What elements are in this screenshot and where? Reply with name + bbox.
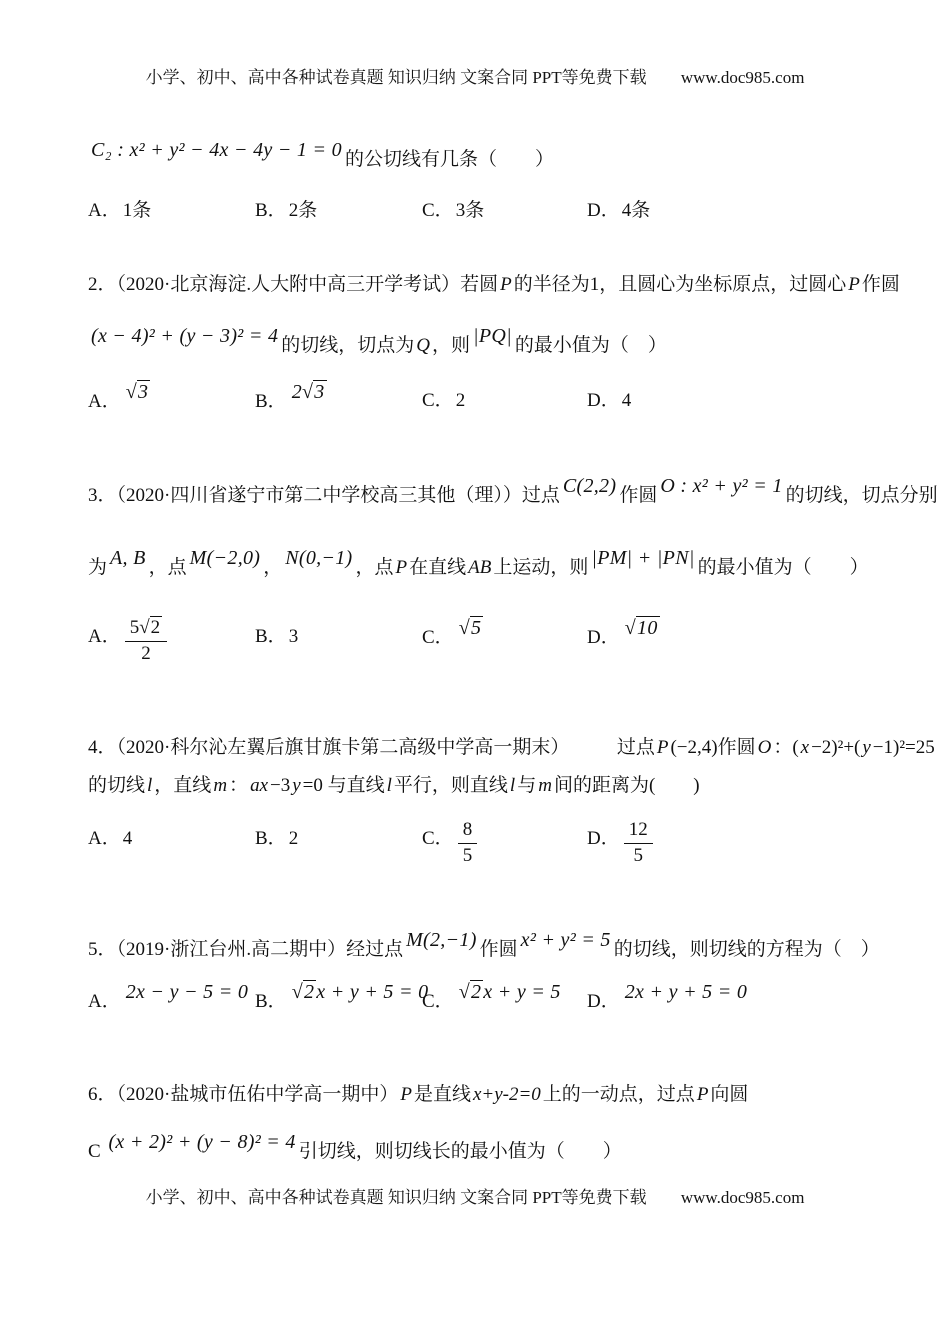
option-label: A． bbox=[88, 200, 121, 221]
option-cell bbox=[587, 818, 655, 867]
text-run: ， bbox=[263, 557, 283, 578]
text-run: 3 bbox=[288, 626, 299, 647]
text-run: 上的一动点，过点 bbox=[542, 1084, 695, 1105]
problem-line bbox=[88, 138, 898, 180]
math-run: x bbox=[800, 737, 810, 758]
sqrt-radicand: 10 bbox=[637, 617, 658, 639]
text-run: 的切线 bbox=[88, 775, 146, 796]
option-cell bbox=[587, 190, 650, 232]
option-cell bbox=[422, 980, 587, 1023]
text-run: 的最小值为（ ） bbox=[697, 557, 869, 578]
text-run: 平行，则直线 bbox=[393, 775, 508, 796]
math-fraction bbox=[624, 819, 653, 867]
math-run: M(−2,0) bbox=[189, 547, 261, 569]
option-cell bbox=[422, 818, 587, 867]
text-run: 6．（2020·盐城市伍佑中学高一期中） bbox=[88, 1084, 399, 1105]
options-row bbox=[88, 818, 655, 867]
option-label: B． bbox=[255, 626, 287, 647]
math-fraction bbox=[458, 819, 478, 867]
page-footer bbox=[0, 1186, 950, 1210]
math-run: P bbox=[500, 274, 512, 295]
option-cell bbox=[255, 980, 429, 1023]
option-cell bbox=[422, 616, 587, 665]
option-label: B． bbox=[255, 991, 287, 1012]
problem-line bbox=[88, 264, 898, 306]
option-label: C． bbox=[422, 200, 454, 221]
text-run: ： bbox=[229, 775, 249, 796]
option-cell bbox=[422, 380, 587, 423]
math-run: A, B bbox=[110, 547, 146, 569]
sqrt-expression: √2 bbox=[291, 981, 315, 1003]
page-header bbox=[0, 66, 950, 90]
option-label: D． bbox=[587, 390, 620, 411]
text-run: ，点 bbox=[355, 557, 394, 578]
math-run: O bbox=[757, 737, 772, 758]
sqrt-radicand: 2 bbox=[470, 981, 482, 1003]
fraction-denominator: 5 bbox=[462, 845, 473, 866]
text-run: 是直线 bbox=[413, 1084, 471, 1105]
math-run: y bbox=[862, 737, 871, 758]
math-run: O : x² + y² = 1 bbox=[660, 475, 783, 497]
text-run: 4 bbox=[122, 828, 133, 849]
text-run: ，点 bbox=[148, 557, 187, 578]
math-run: P bbox=[848, 274, 860, 295]
math-run bbox=[456, 617, 487, 639]
math-run: √2 x + y + 5 = 0 bbox=[291, 981, 429, 1003]
text-run: 2 bbox=[288, 828, 299, 849]
math-run: m bbox=[538, 775, 552, 796]
option-cell bbox=[422, 190, 587, 232]
sqrt-expression: √2 bbox=[139, 617, 161, 639]
sqrt-expression: √2 bbox=[458, 981, 482, 1003]
sqrt-expression: √5 bbox=[458, 617, 482, 639]
math-run: l bbox=[147, 775, 153, 796]
option-label: C． bbox=[422, 828, 454, 849]
problem-line bbox=[88, 1074, 898, 1116]
text-run: 2 bbox=[455, 390, 466, 411]
option-label: D． bbox=[587, 627, 620, 648]
option-cell bbox=[88, 818, 255, 867]
options-row bbox=[88, 380, 631, 423]
option-label: D． bbox=[587, 828, 620, 849]
footer-text: 小学、初中、高中各种试卷真题 知识归纳 文案合同 PPT等免费下载 bbox=[145, 1188, 647, 1207]
text-run: −1)²=25 bbox=[872, 737, 935, 758]
text-run: 3条 bbox=[455, 200, 485, 221]
math-run: y bbox=[292, 775, 301, 796]
option-label: D． bbox=[587, 200, 620, 221]
sqrt-expression: √10 bbox=[624, 617, 658, 639]
options-row bbox=[88, 616, 663, 665]
math-run bbox=[123, 381, 154, 403]
text-run: 4条 bbox=[621, 200, 651, 221]
sqrt-radicand: 5 bbox=[470, 617, 482, 639]
text-run: ，直线 bbox=[154, 775, 212, 796]
header-text: 小学、初中、高中各种试卷真题 知识归纳 文案合同 PPT等免费下载 bbox=[145, 68, 647, 87]
sqrt-expression: √3 bbox=[302, 381, 325, 403]
option-label: D． bbox=[587, 991, 620, 1012]
math-run: (x + 2)² + (y − 8)² = 4 bbox=[108, 1131, 296, 1153]
option-cell bbox=[587, 980, 750, 1023]
problem-line bbox=[88, 546, 898, 588]
text-run: −2)²+( bbox=[811, 737, 861, 758]
math-run: m bbox=[213, 775, 228, 796]
header-url: www.doc985.com bbox=[680, 68, 805, 87]
sqrt-radicand: 3 bbox=[138, 381, 149, 403]
sqrt-radicand: 2 bbox=[150, 617, 161, 639]
text-run: 2条 bbox=[288, 200, 318, 221]
text-run: C bbox=[88, 1141, 106, 1162]
option-label: A． bbox=[88, 391, 121, 412]
problem-line bbox=[88, 1130, 898, 1172]
math-run: 2x + y + 5 = 0 bbox=[624, 981, 748, 1003]
fraction-numerator: 12 bbox=[624, 819, 653, 844]
text-run: 与 bbox=[517, 775, 537, 796]
text-run: 的切线，切点为 bbox=[281, 335, 415, 356]
text-run: 在直线 bbox=[409, 557, 467, 578]
text-run: 1条 bbox=[122, 200, 152, 221]
math-run: C(2,2) bbox=[562, 475, 617, 497]
option-cell bbox=[587, 616, 663, 665]
math-run: √2 x + y = 5 bbox=[458, 981, 561, 1003]
option-label: A． bbox=[88, 828, 121, 849]
problem-line bbox=[88, 765, 898, 807]
text-run: =0 与直线 bbox=[302, 775, 385, 796]
math-run: P bbox=[656, 737, 669, 758]
option-cell bbox=[587, 380, 631, 423]
math-run: 2x − y − 5 = 0 bbox=[125, 981, 249, 1003]
text-run: 作圆 bbox=[861, 274, 900, 295]
footer-url: www.doc985.com bbox=[680, 1188, 805, 1207]
problem-line bbox=[88, 928, 898, 970]
text-run: 2．（2020·北京海淀.人大附中高三开学考试）若圆 bbox=[88, 274, 499, 295]
math-fraction bbox=[125, 617, 167, 665]
option-label: A． bbox=[88, 626, 121, 647]
fraction-denominator: 5 bbox=[633, 845, 643, 866]
option-label: C． bbox=[422, 390, 454, 411]
text-run: 4 bbox=[621, 390, 632, 411]
text-run: 上运动，则 bbox=[493, 557, 589, 578]
math-run: |PM| + |PN| bbox=[591, 547, 695, 569]
options-row bbox=[88, 190, 650, 232]
text-run: 的公切线有几条（ ） bbox=[344, 149, 554, 170]
option-cell bbox=[88, 980, 255, 1023]
math-run: ax bbox=[250, 775, 268, 796]
option-label: A． bbox=[88, 991, 121, 1012]
math-run: x² + y² = 5 bbox=[520, 929, 611, 951]
problem-line bbox=[88, 324, 898, 366]
option-cell bbox=[88, 616, 255, 665]
option-cell bbox=[88, 380, 255, 423]
math-run: M(2,−1) bbox=[406, 929, 477, 951]
math-run: AB bbox=[468, 557, 492, 578]
option-cell bbox=[255, 818, 422, 867]
sqrt-radicand: 3 bbox=[314, 381, 325, 403]
option-label: C． bbox=[422, 627, 454, 648]
option-label: C． bbox=[422, 991, 454, 1012]
text-run: ：( bbox=[773, 737, 799, 758]
option-cell bbox=[255, 190, 422, 232]
problem-line bbox=[88, 474, 938, 516]
math-run: N(0,−1) bbox=[285, 547, 353, 569]
option-label: B． bbox=[255, 828, 287, 849]
math-run: C₂ : x² + y² − 4x − 4y − 1 = 0 bbox=[91, 139, 342, 161]
text-run: 4．（2020·科尔沁左翼后旗甘旗卡第二高级中学高一期末） 过点 bbox=[88, 737, 655, 758]
fraction-numerator: 8 bbox=[458, 819, 478, 844]
text-run: 的半径为1，且圆心为坐标原点，过圆心 bbox=[513, 274, 847, 295]
option-cell bbox=[255, 380, 422, 423]
text-run: 向圆 bbox=[710, 1084, 749, 1105]
fraction-numerator: 5√2 bbox=[125, 617, 167, 642]
text-run: 5．（2019·浙江台州.高二期中）经过点 bbox=[88, 939, 404, 960]
text-run: 为 bbox=[88, 557, 108, 578]
sqrt-radicand: 2 bbox=[303, 981, 315, 1003]
option-label: B． bbox=[255, 391, 287, 412]
math-run: l bbox=[386, 775, 392, 796]
math-run: 2√3 bbox=[291, 381, 325, 403]
sqrt-expression: √3 bbox=[125, 381, 149, 403]
options-row bbox=[88, 980, 750, 1023]
math-run: P bbox=[395, 557, 408, 578]
math-run: P bbox=[400, 1084, 412, 1105]
text-run: (−2,4)作圆 bbox=[670, 737, 756, 758]
text-run: 间的距离为( ) bbox=[553, 775, 700, 796]
math-run: |PQ| bbox=[473, 325, 512, 347]
text-run: 的切线，切点分别 bbox=[785, 485, 938, 506]
text-run: 作圆 bbox=[479, 939, 518, 960]
math-run: x+y-2=0 bbox=[472, 1084, 541, 1105]
option-cell bbox=[88, 190, 255, 232]
option-cell bbox=[255, 616, 422, 665]
fraction-denominator: 2 bbox=[141, 643, 151, 664]
text-run: 引切线，则切线长的最小值为（ ） bbox=[298, 1141, 622, 1162]
math-run bbox=[622, 617, 663, 639]
math-run: Q bbox=[416, 335, 431, 356]
text-run: 的切线，则切线的方程为（ ） bbox=[613, 939, 880, 960]
problem-line bbox=[88, 727, 935, 769]
text-run: 作圆 bbox=[619, 485, 658, 506]
math-run: l bbox=[509, 775, 516, 796]
text-run: ，则 bbox=[432, 335, 471, 356]
math-run: (x − 4)² + (y − 3)² = 4 bbox=[91, 325, 279, 347]
text-run: 的最小值为（ ） bbox=[514, 335, 667, 356]
math-run: P bbox=[696, 1084, 709, 1105]
text-run: −3 bbox=[270, 775, 291, 796]
option-label: B． bbox=[255, 200, 287, 221]
text-run: 3．（2020·四川省遂宁市第二中学校高三其他（理））过点 bbox=[88, 485, 560, 506]
